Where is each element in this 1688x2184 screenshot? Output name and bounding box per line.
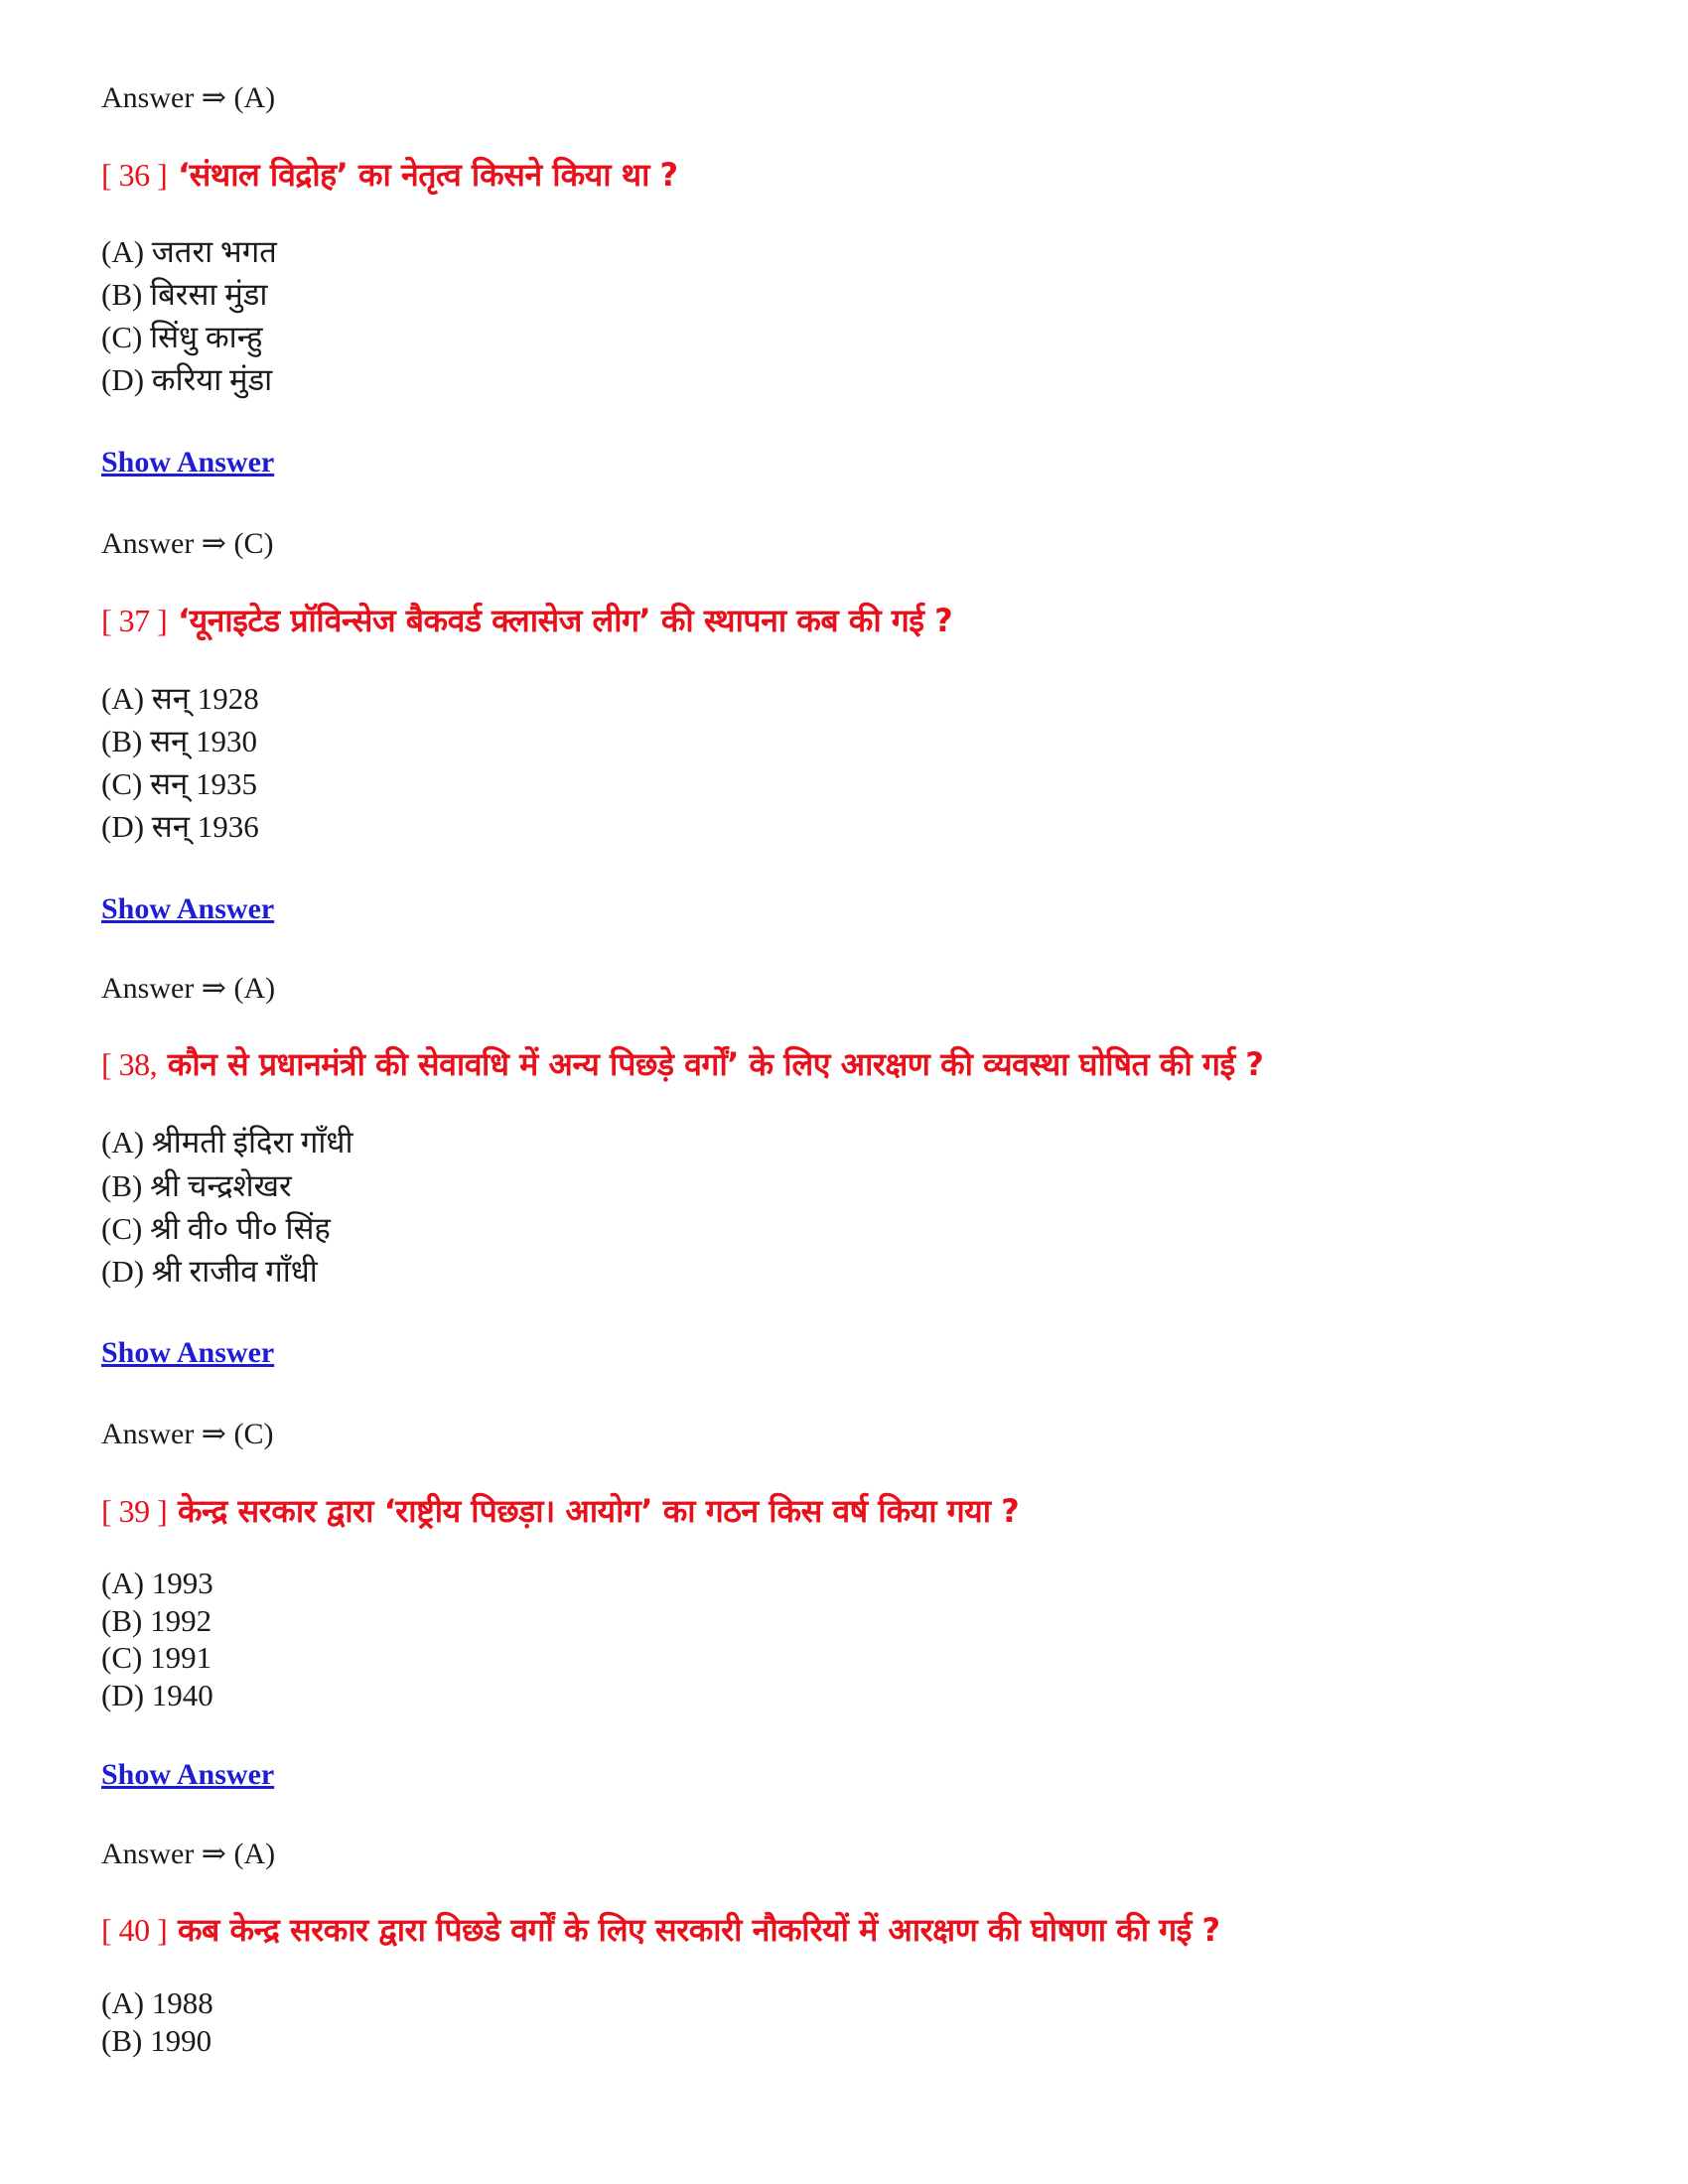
answer-option: (C) सिंधु कान्हु bbox=[101, 320, 263, 354]
answer-option: (A) श्रीमती इंदिरा गाँधी bbox=[101, 1125, 353, 1160]
answer-option: (B) 1990 bbox=[101, 2023, 212, 2058]
question-text: कब केन्द्र सरकार द्वारा पिछडे वर्गों के लिए सरकारी नौकरियों में आरक्षण की घोषणा की गई ? bbox=[177, 1911, 1220, 1949]
question-number: [ 40 ] bbox=[101, 1912, 168, 1948]
answer-option: (D) करिया मुंडा bbox=[101, 362, 273, 397]
question-number: [ 38, bbox=[101, 1046, 158, 1082]
answer-option: (C) सन् 1935 bbox=[101, 766, 257, 801]
question-heading bbox=[101, 1492, 1020, 1530]
answer-option: (A) 1988 bbox=[101, 1985, 213, 2020]
question-text: केन्द्र सरकार द्वारा ‘राष्ट्रीय पिछड़ा। आयोग’ का गठन किस वर्ष किया गया ? bbox=[177, 1492, 1020, 1530]
answer-option: (D) 1940 bbox=[101, 1678, 213, 1712]
answer-option: (C) श्री वी० पी० सिंह bbox=[101, 1211, 331, 1246]
show-answer-link[interactable]: Show Answer bbox=[101, 1336, 275, 1369]
question-number: [ 36 ] bbox=[101, 157, 168, 193]
answer-option: (B) बिरसा मुंडा bbox=[101, 277, 268, 312]
question-heading bbox=[101, 602, 953, 639]
answer-option: (A) 1993 bbox=[101, 1566, 213, 1600]
show-answer-link[interactable]: Show Answer bbox=[101, 446, 275, 478]
answer-option: (A) जतरा भगत bbox=[101, 234, 277, 269]
question-text: ‘यूनाइटेड प्रॉविन्सेज बैकवर्ड क्लासेज लीग’ की स्थापना कब की गई ? bbox=[177, 602, 953, 639]
answer-option: (A) सन् 1928 bbox=[101, 681, 259, 716]
answer-option: (B) 1992 bbox=[101, 1603, 212, 1638]
question-text: कौन से प्रधानमंत्री की सेवावधि में अन्य पिछड़े वर्गों’ के लिए आरक्षण की व्यवस्था घोषित की गई ? bbox=[167, 1045, 1264, 1083]
answer-option: (D) सन् 1936 bbox=[101, 809, 259, 844]
answer-option: (B) श्री चन्द्रशेखर bbox=[101, 1168, 292, 1203]
answer-text: Answer ⇒ (A) bbox=[101, 81, 276, 114]
answer-option: (C) 1991 bbox=[101, 1640, 212, 1675]
answer-option: (B) सन् 1930 bbox=[101, 724, 257, 758]
show-answer-link[interactable]: Show Answer bbox=[101, 892, 275, 925]
answer-text: Answer ⇒ (A) bbox=[101, 972, 276, 1005]
answer-text: Answer ⇒ (A) bbox=[101, 1838, 276, 1870]
question-heading bbox=[101, 1911, 1220, 1949]
question-heading bbox=[101, 1045, 1264, 1083]
answer-text: Answer ⇒ (C) bbox=[101, 1418, 274, 1450]
answer-text: Answer ⇒ (C) bbox=[101, 527, 274, 560]
show-answer-link[interactable]: Show Answer bbox=[101, 1758, 275, 1791]
question-text: ‘संथाल विद्रोह’ का नेतृत्व किसने किया था ? bbox=[177, 156, 678, 194]
question-heading bbox=[101, 156, 678, 194]
answer-option: (D) श्री राजीव गाँधी bbox=[101, 1254, 318, 1289]
question-number: [ 39 ] bbox=[101, 1493, 168, 1529]
question-number: [ 37 ] bbox=[101, 603, 168, 638]
